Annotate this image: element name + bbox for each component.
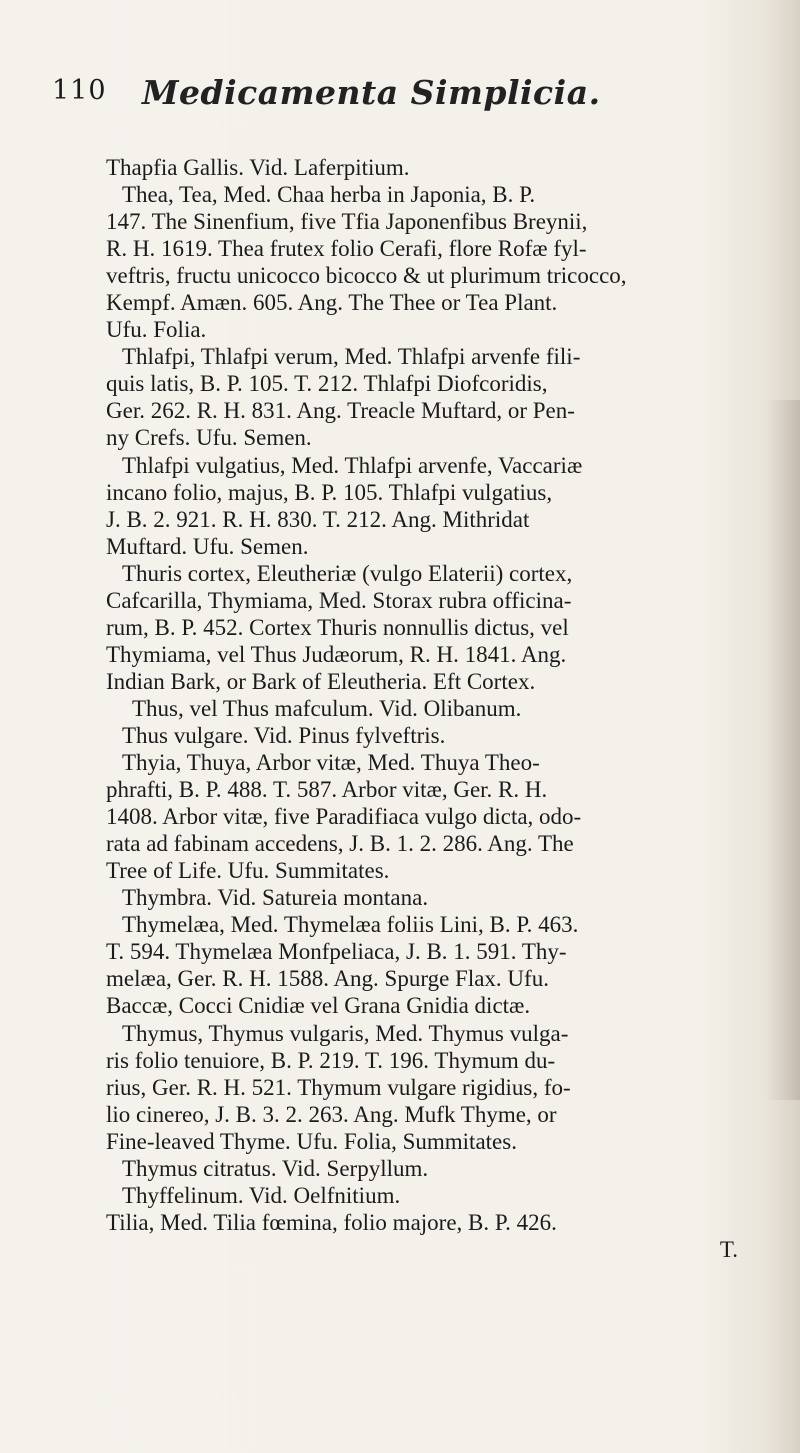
text-line: Kempf. Amæn. 605. Ang. The Thee or Tea Plant. <box>106 290 558 316</box>
page-number: 110 <box>52 75 107 106</box>
text-line: rum, B. P. 452. Cortex Thuris nonnullis dictus, vel <box>106 614 569 640</box>
text-line: Tree of Life. Ufu. Summitates. <box>106 858 390 884</box>
text-line: lio cinereo, J. B. 3. 2. 263. Ang. Mufk Thyme, or <box>106 1101 557 1127</box>
facing-page-bleed <box>764 400 800 1100</box>
text-line: incano folio, majus, B. P. 105. Thlafpi vulgatius, <box>106 479 553 505</box>
text-line: Thyia, Thuya, Arbor vitæ, Med. Thuya Theo- <box>122 750 540 776</box>
text-line: J. B. 2. 921. R. H. 830. T. 212. Ang. Mithridat <box>106 506 530 532</box>
text-line: Baccæ, Cocci Cnidiæ vel Grana Gnidia dictæ. <box>106 993 531 1019</box>
text-line: Thus vulgare. Vid. Pinus fylveftris. <box>122 722 446 748</box>
dictionary-entries <box>106 154 760 1263</box>
text-line: 147. The Sinenfium, five Tfia Japonenfibus Breynii, <box>106 209 588 235</box>
text-line: Thymus citratus. Vid. Serpyllum. <box>122 1155 429 1181</box>
text-line: 1408. Arbor vitæ, five Paradifiaca vulgo dicta, odo- <box>106 804 582 830</box>
text-line: rata ad fabinam accedens, J. B. 1. 2. 286. Ang. The <box>106 831 574 857</box>
text-line: melæa, Ger. R. H. 1588. Ang. Spurge Flax. Ufu. <box>106 966 549 992</box>
text-line: Thuris cortex, Eleutheriæ (vulgo Elaterii) cortex, <box>122 560 573 586</box>
text-line: R. H. 1619. Thea frutex folio Cerafi, flore Rofæ fyl- <box>106 236 587 262</box>
text-line: Indian Bark, or Bark of Eleutheria. Eft Cortex. <box>106 668 536 694</box>
text-line: Thymiama, vel Thus Judæorum, R. H. 1841. Ang. <box>106 641 567 667</box>
text-line: Fine-leaved Thyme. Ufu. Folia, Summitates. <box>106 1128 517 1154</box>
text-line: T. <box>719 1236 738 1262</box>
text-line: Thymelæa, Med. Thymelæa foliis Lini, B. P. 463. <box>122 912 579 938</box>
text-line: Thymbra. Vid. Satureia montana. <box>122 885 429 911</box>
text-line: Thyffelinum. Vid. Oelfnitium. <box>122 1182 401 1208</box>
text-line: Thlafpi, Thlafpi verum, Med. Thlafpi arvenfe fili- <box>122 344 581 370</box>
text-line: Thymus, Thymus vulgaris, Med. Thymus vulga- <box>122 1020 569 1046</box>
text-line: T. 594. Thymelæa Monfpeliaca, J. B. 1. 591. Thy- <box>106 939 567 965</box>
text-line: Cafcarilla, Thymiama, Med. Storax rubra officina- <box>106 587 572 613</box>
text-line: ny Crefs. Ufu. Semen. <box>106 425 312 451</box>
text-line: Thus, vel Thus mafculum. Vid. Olibanum. <box>132 695 522 721</box>
text-line: Thlafpi vulgatius, Med. Thlafpi arvenfe, Vaccariæ <box>122 452 583 478</box>
text-line: ris folio tenuiore, B. P. 219. T. 196. Thymum du- <box>106 1047 556 1073</box>
text-line: Thea, Tea, Med. Chaa herba in Japonia, B. P. <box>122 182 536 208</box>
page-header <box>52 73 752 115</box>
running-title: Medicamenta Simplicia. <box>142 73 601 112</box>
text-line: quis latis, B. P. 105. T. 212. Thlafpi Diofcoridis, <box>106 371 548 397</box>
text-line: Ger. 262. R. H. 831. Ang. Treacle Muftard, or Pen- <box>106 398 575 424</box>
text-line: Tilia, Med. Tilia fœmina, folio majore, B. P. 426. <box>106 1209 557 1235</box>
text-line: veftris, fructu unicocco bicocco & ut plurimum tricocco, <box>106 263 627 289</box>
text-line: Thapfia Gallis. Vid. Laferpitium. <box>106 155 410 180</box>
text-line: Ufu. Folia. <box>106 317 207 343</box>
text-line: phrafti, B. P. 488. T. 587. Arbor vitæ, Ger. R. H. <box>106 777 548 803</box>
text-line: Muftard. Ufu. Semen. <box>106 533 309 559</box>
text-line: rius, Ger. R. H. 521. Thymum vulgare rigidius, fo- <box>106 1074 571 1100</box>
